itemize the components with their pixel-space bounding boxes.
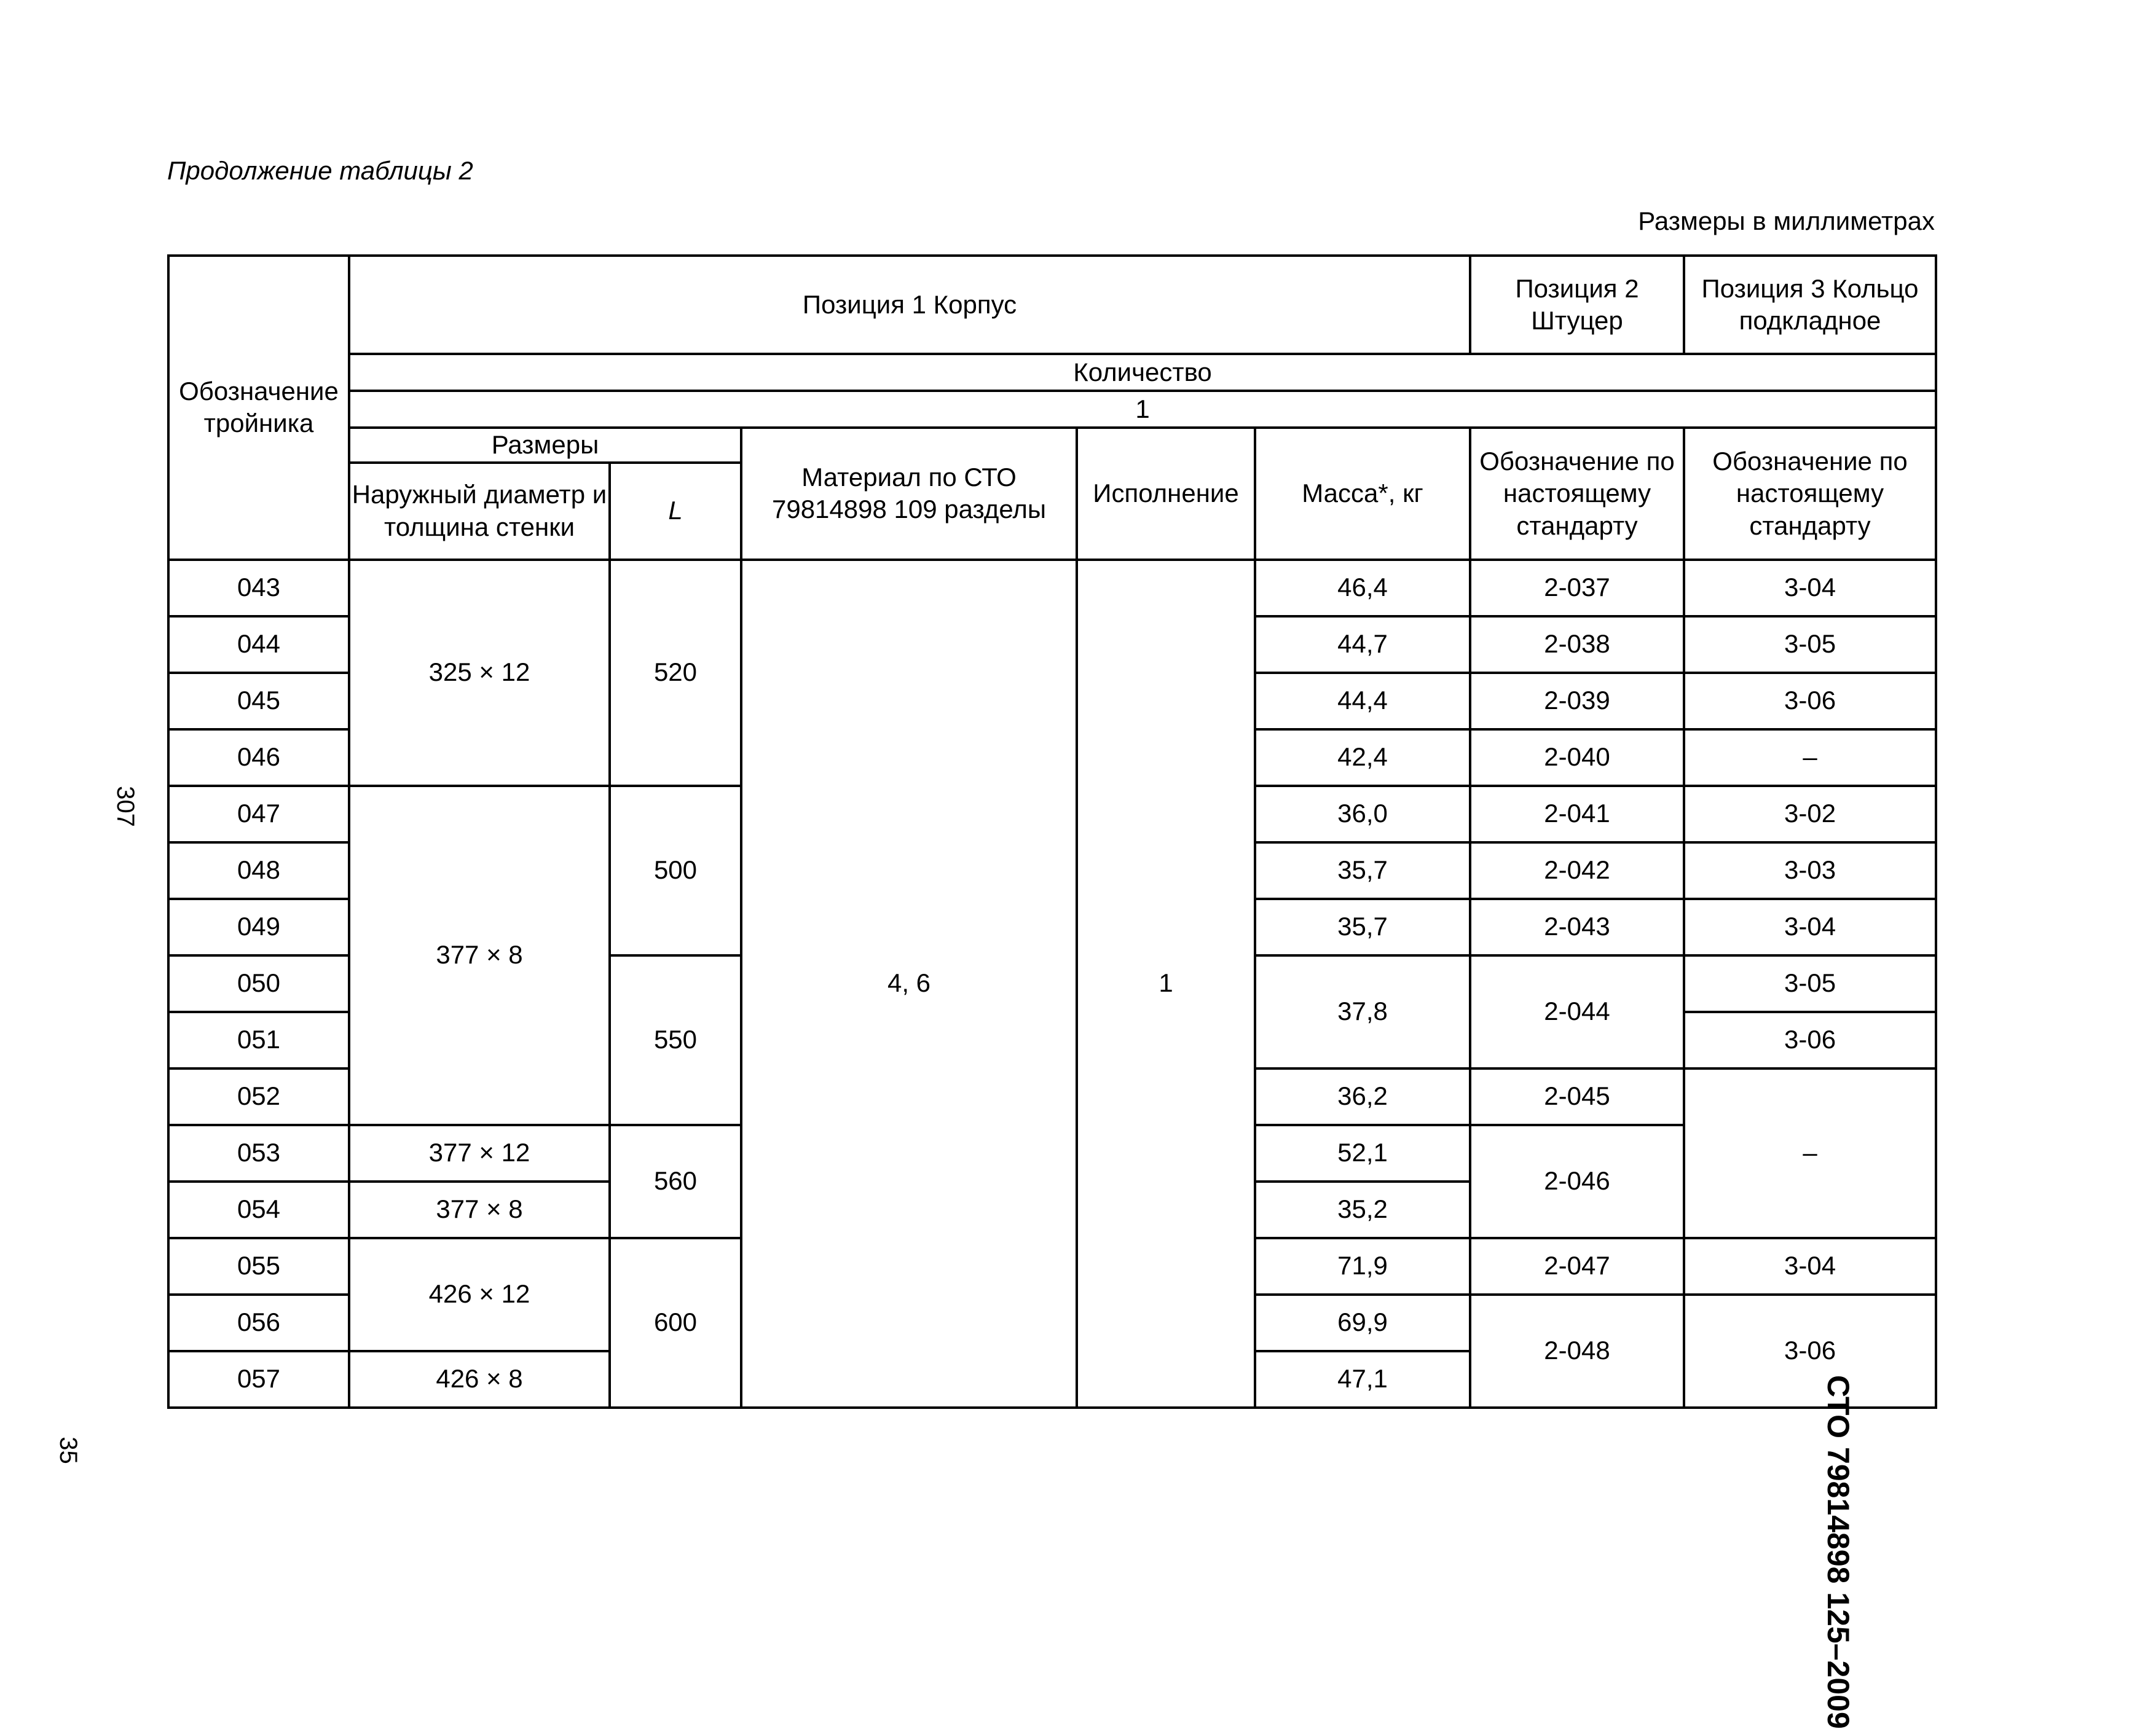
pos3-cell: 3-06 — [1684, 1295, 1936, 1408]
row-id: 044 — [168, 616, 349, 673]
length-cell: 560 — [610, 1125, 741, 1238]
dim-cell: 325 × 12 — [349, 560, 610, 786]
pos3-cell: 3-05 — [1684, 955, 1936, 1012]
dim-cell: 426 × 12 — [349, 1238, 610, 1351]
table-caption: Продолжение таблицы 2 — [167, 156, 473, 185]
row-id: 048 — [168, 842, 349, 899]
row-id: 054 — [168, 1182, 349, 1238]
pos2-cell: 2-041 — [1470, 786, 1684, 842]
pos3-cell: 3-04 — [1684, 1238, 1936, 1295]
dim-cell: 377 × 8 — [349, 1182, 610, 1238]
header-pos3: Позиция 3 Кольцо подкладное — [1684, 256, 1936, 354]
standard-code: СТО 79814898 125–2009 — [1821, 1375, 1855, 1729]
mass-cell: 46,4 — [1255, 560, 1470, 616]
mass-cell: 52,1 — [1255, 1125, 1470, 1182]
row-id: 043 — [168, 560, 349, 616]
mass-cell: 37,8 — [1255, 955, 1470, 1068]
mass-cell: 35,7 — [1255, 899, 1470, 955]
row-id: 051 — [168, 1012, 349, 1068]
mass-cell: 44,4 — [1255, 673, 1470, 729]
row-id: 050 — [168, 955, 349, 1012]
row-id: 047 — [168, 786, 349, 842]
header-execution: Исполнение — [1077, 428, 1255, 560]
header-outer-diameter: Наружный диаметр и толщина стенки — [349, 463, 610, 560]
pos3-cell: 3-05 — [1684, 616, 1936, 673]
page-number-rotated: 307 — [111, 786, 139, 827]
pos3-cell: 3-06 — [1684, 673, 1936, 729]
header-designation: Обозначение тройника — [168, 256, 349, 560]
header-quantity: Количество — [349, 354, 1936, 391]
pos2-cell: 2-043 — [1470, 899, 1684, 955]
header-quantity-value: 1 — [349, 391, 1936, 428]
pos3-cell: 3-03 — [1684, 842, 1936, 899]
header-pos2: Позиция 2 Штуцер — [1470, 256, 1684, 354]
execution-cell: 1 — [1077, 560, 1255, 1408]
length-cell: 550 — [610, 955, 741, 1125]
row-id: 052 — [168, 1068, 349, 1125]
length-cell: 520 — [610, 560, 741, 786]
pos2-cell: 2-042 — [1470, 842, 1684, 899]
pos3-cell: 3-02 — [1684, 786, 1936, 842]
row-id: 056 — [168, 1295, 349, 1351]
pos2-cell: 2-044 — [1470, 955, 1684, 1068]
material-cell: 4, 6 — [741, 560, 1077, 1408]
mass-cell: 71,9 — [1255, 1238, 1470, 1295]
pos3-cell: – — [1684, 729, 1936, 786]
row-id: 057 — [168, 1351, 349, 1408]
header-pos2-designation: Обозначение по настоящему стандарту — [1470, 428, 1684, 560]
mass-cell: 35,2 — [1255, 1182, 1470, 1238]
page-number-bottom: 35 — [54, 1437, 82, 1464]
pos2-cell: 2-038 — [1470, 616, 1684, 673]
mass-cell: 47,1 — [1255, 1351, 1470, 1408]
dim-cell: 377 × 12 — [349, 1125, 610, 1182]
row-id: 045 — [168, 673, 349, 729]
pos2-cell: 2-046 — [1470, 1125, 1684, 1238]
pos3-cell: – — [1684, 1068, 1936, 1238]
dim-cell: 377 × 8 — [349, 786, 610, 1125]
mass-cell: 69,9 — [1255, 1295, 1470, 1351]
pos2-cell: 2-047 — [1470, 1238, 1684, 1295]
pos2-cell: 2-045 — [1470, 1068, 1684, 1125]
mass-cell: 35,7 — [1255, 842, 1470, 899]
row-id: 055 — [168, 1238, 349, 1295]
pos2-cell: 2-037 — [1470, 560, 1684, 616]
pos2-cell: 2-040 — [1470, 729, 1684, 786]
pos3-cell: 3-04 — [1684, 899, 1936, 955]
pos2-cell: 2-048 — [1470, 1295, 1684, 1408]
row-id: 049 — [168, 899, 349, 955]
tee-table — [167, 254, 1937, 1409]
header-material: Материал по СТО 79814898 109 разделы — [741, 428, 1077, 560]
mass-cell: 42,4 — [1255, 729, 1470, 786]
pos3-cell: 3-04 — [1684, 560, 1936, 616]
header-pos3-designation: Обозначение по настоящему стандарту — [1684, 428, 1936, 560]
length-cell: 500 — [610, 786, 741, 955]
dim-cell: 426 × 8 — [349, 1351, 610, 1408]
pos3-cell: 3-06 — [1684, 1012, 1936, 1068]
pos2-cell: 2-039 — [1470, 673, 1684, 729]
length-cell: 600 — [610, 1238, 741, 1408]
mass-cell: 36,0 — [1255, 786, 1470, 842]
header-mass: Масса*, кг — [1255, 428, 1470, 560]
table-row — [168, 560, 1936, 616]
mass-cell: 44,7 — [1255, 616, 1470, 673]
header-sizes: Размеры — [349, 428, 741, 463]
row-id: 046 — [168, 729, 349, 786]
units-note: Размеры в миллиметрах — [1638, 206, 1935, 235]
header-pos1: Позиция 1 Корпус — [349, 256, 1470, 354]
header-length: L — [610, 463, 741, 560]
mass-cell: 36,2 — [1255, 1068, 1470, 1125]
row-id: 053 — [168, 1125, 349, 1182]
